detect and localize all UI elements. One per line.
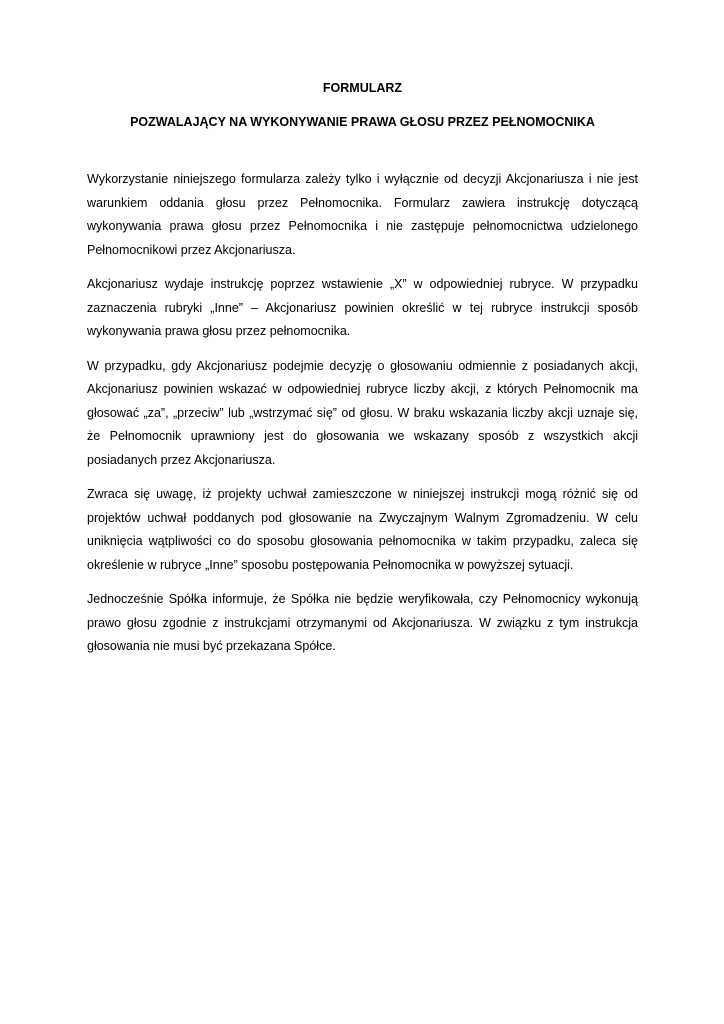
document-subtitle: POZWALAJĄCY NA WYKONYWANIE PRAWA GŁOSU PRZEZ PEŁNOMOCNIKA (130, 115, 595, 129)
paragraph-company-notice: Jednocześnie Spółka informuje, że Spółka nie będzie weryfikowała, czy Pełnomocnicy wykonują prawo głosu zgodnie z instrukcjami otrzymanymi od Akcjonariusza. W związku z tym instrukcja głosowania nie musi być przekazana Spółce. (87, 592, 638, 653)
document-body (87, 168, 638, 659)
paragraph-draft-resolutions: Zwraca się uwagę, iż projekty uchwał zamieszczone w niniejszej instrukcji mogą różnić się od projektów uchwał poddanych pod głosowanie na Zwyczajnym Walnym Zgromadzeniu. W celu uniknięcia wątpliwości co do sposobu głosowania pełnomocnika w takim przypadku, zaleca się określenie w rubryce „Inne” sposobu postępowania Pełnomocnika w powyższej sytuacji. (87, 487, 638, 572)
document-title: FORMULARZ (322, 81, 403, 95)
paragraph-intro: Wykorzystanie niniejszego formularza zależy tylko i wyłącznie od decyzji Akcjonariusza i nie jest warunkiem oddania głosu przez Pełnomocnika. Formularz zawiera instrukcję dotyczącą wykonywania prawa głosu przez Pełnomocnika i nie zastępuje pełnomocnictwa udzielonego Pełnomocnikowi przez Akcjonariusza. (87, 172, 638, 257)
document-content (87, 80, 638, 670)
paragraph-instruction-marking: Akcjonariusz wydaje instrukcję poprzez wstawienie „X” w odpowiedniej rubryce. W przypadku zaznaczenia rubryki „Inne” – Akcjonariusz powinien określić w tej rubryce instrukcji sposób wykonywania prawa głosu przez pełnomocnika. (87, 277, 638, 338)
paragraph-split-voting: W przypadku, gdy Akcjonariusz podejmie decyzję o głosowaniu odmiennie z posiadanych akcji, Akcjonariusz powinien wskazać w odpowiedniej rubryce liczby akcji, z których Pełnomocnik ma głosować „za”, „przeciw” lub „wstrzymać się” od głosu. W braku wskazania liczby akcji uznaje się, że Pełnomocnik uprawniony jest do głosowania we wskazany sposób z wszystkich akcji posiadanych przez Akcjonariusza. (87, 358, 638, 467)
